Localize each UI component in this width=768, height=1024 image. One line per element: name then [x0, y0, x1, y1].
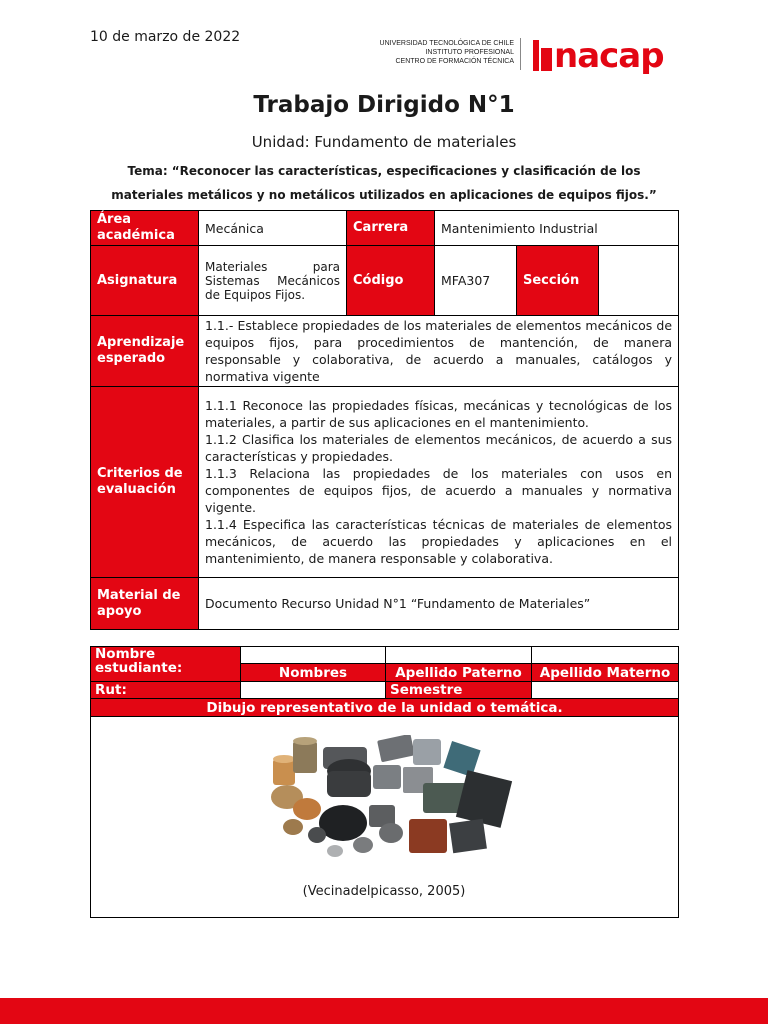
area-value: Mecánica	[199, 211, 347, 246]
carrera-value: Mantenimiento Industrial	[435, 211, 679, 246]
aprendizaje-label: Aprendizaje esperado	[91, 316, 199, 387]
materials-photo	[263, 735, 515, 861]
material-label: Material de apoyo	[91, 578, 199, 630]
rut-field[interactable]	[241, 682, 386, 699]
seccion-value	[599, 246, 679, 316]
codigo-label: Código	[347, 246, 435, 316]
semestre-label: Semestre	[386, 682, 532, 699]
image-caption: (Vecinadelpicasso, 2005)	[302, 884, 466, 899]
asignatura-label: Asignatura	[91, 246, 199, 316]
nombre-estudiante-label: Nombre estudiante:	[91, 647, 241, 682]
institution-line: INSTITUTO PROFESIONAL	[425, 49, 514, 56]
document-date: 10 de marzo de 2022	[90, 29, 241, 45]
nombres-header: Nombres	[241, 664, 386, 682]
topic-text: Tema: “Reconocer las características, especificaciones y clasificación de los materiales metálicos y no metálicos utilizados en aplicaciones de equipos fijos.”	[111, 164, 657, 202]
logo-divider	[520, 38, 521, 70]
criterio-item: 1.1.3 Relaciona las propiedades de los materiales con usos en componentes de equipos fijos, de acuerdo a manuales y normativa vigente.	[205, 466, 673, 515]
institution-line: UNIVERSIDAD TECNOLÓGICA DE CHILE	[379, 40, 514, 47]
material-value: Documento Recurso Unidad N°1 “Fundamento de Materiales”	[199, 578, 679, 630]
criterios-label: Criterios de evaluación	[91, 387, 199, 578]
logo-mark-icon	[533, 40, 552, 71]
apellido-paterno-field[interactable]	[386, 647, 532, 664]
institution-line: CENTRO DE FORMACIÓN TÉCNICA	[395, 58, 514, 65]
criterio-item: 1.1.4 Especifica las características técnicas de materiales de elementos mecánicos, de acuerdo las propiedades y aplicaciones en el mantenimiento, de manera responsable y colaborativa.	[205, 517, 673, 566]
aprendizaje-value: 1.1.- Establece propiedades de los materiales de elementos mecánicos de equipos fijos, para procedimientos de mantención, de manera responsable y colaborativa, de acuerdo a manuales, catálogos y normativa vigente	[199, 316, 679, 387]
seccion-label: Sección	[517, 246, 599, 316]
inacap-logo	[533, 34, 664, 78]
institution-text	[340, 39, 514, 66]
logo-text: nacap	[554, 36, 664, 76]
unit-subtitle: Unidad: Fundamento de materiales	[251, 133, 517, 151]
criterio-item: 1.1.2 Clasifica los materiales de elementos mecánicos, de acuerdo a sus características y propiedades.	[205, 432, 673, 464]
semestre-field[interactable]	[532, 682, 679, 699]
student-table	[90, 646, 679, 918]
drawing-area	[91, 717, 679, 918]
asignatura-value: Materiales para Sistemas Mecánicos de Equipos Fijos.	[199, 246, 347, 316]
page-title: Trabajo Dirigido N°1	[253, 92, 515, 118]
dibujo-label: Dibujo representativo de la unidad o temática.	[91, 699, 679, 717]
rut-label: Rut:	[91, 682, 241, 699]
area-label: Área académica	[91, 211, 199, 246]
carrera-label: Carrera	[347, 211, 435, 246]
criterios-list	[199, 387, 679, 578]
course-info-table	[90, 210, 679, 630]
footer-bar	[0, 998, 768, 1024]
apellido-materno-field[interactable]	[532, 647, 679, 664]
nombres-field[interactable]	[241, 647, 386, 664]
apellido-materno-header: Apellido Materno	[532, 664, 679, 682]
codigo-value: MFA307	[435, 246, 517, 316]
criterio-item: 1.1.1 Reconoce las propiedades físicas, mecánicas y tecnológicas de los materiales, a partir de sus aplicaciones en el mantenimiento.	[205, 398, 673, 430]
apellido-paterno-header: Apellido Paterno	[386, 664, 532, 682]
